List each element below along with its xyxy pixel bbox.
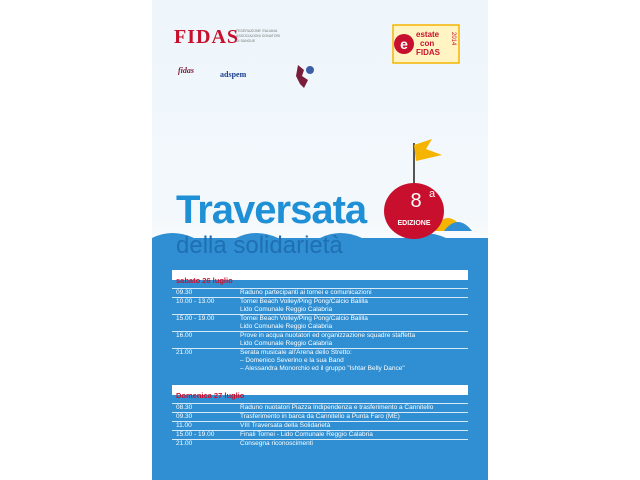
event-description: Serata musicale all'Arena dello Stretto: – Domenico Severino e la sua Band – Alessandra Monorchio ed il gruppo "Ishtar Belly Dance" <box>240 349 405 372</box>
event-time: 08.30 <box>176 404 193 411</box>
schedule-row <box>172 422 468 430</box>
event-time: 11.00 <box>176 422 192 429</box>
event-description: Trasferimento in barca da Cannitello a Punta Faro (ME) <box>240 413 400 420</box>
schedule-row <box>172 315 468 331</box>
badge-line1: estate <box>416 30 440 39</box>
event-time: 21.00 <box>176 440 193 447</box>
schedule-row <box>172 332 468 348</box>
buoy-flag-illustration <box>374 135 474 245</box>
event-time: 16.00 <box>176 332 193 339</box>
badge-line3: FIDAS <box>416 48 440 57</box>
schedule-row <box>172 289 468 297</box>
schedule-row <box>172 404 468 412</box>
event-description: Consegna riconoscimenti <box>240 440 313 447</box>
event-description: Tornei Beach Volley/Ping Pong/Calcio Balilla Lido Comunale Reggio Calabria <box>240 298 368 313</box>
event-time: 21.00 <box>176 349 193 356</box>
calabria-map-icon <box>284 62 324 92</box>
day-header <box>172 385 468 400</box>
adspem-logo: adspem <box>220 70 247 79</box>
day-label: sabato 26 luglio <box>176 276 233 285</box>
fidas-logo: FIDAS <box>174 26 240 48</box>
schedule-row <box>172 440 468 448</box>
edition-superscript: a <box>429 188 436 200</box>
event-description: Raduno partecipanti ai tornei e comunicazioni <box>240 289 372 296</box>
day-header <box>172 270 468 285</box>
fidas-subtitle: FEDERAZIONE ITALIANA ASSOCIAZIONI DONATORI DI SANGUE <box>236 29 281 43</box>
poster-title: Traversata <box>176 188 367 232</box>
event-time: 15.00 - 19.00 <box>176 315 215 322</box>
schedule-row <box>172 349 468 373</box>
event-time: 10.00 - 13.00 <box>176 298 215 305</box>
event-description: VIII Traversata della Solidarietà <box>240 422 331 429</box>
event-poster <box>152 0 488 480</box>
event-time: 15.00 - 19.00 <box>176 431 215 438</box>
estate-con-fidas-badge <box>392 24 460 64</box>
event-description: Finali Tornei - Lido Comunale Reggio Calabria <box>240 431 373 438</box>
badge-line2: con <box>420 39 435 48</box>
schedule-row <box>172 413 468 421</box>
event-description: Prove in acqua nuotatori ed organizzazione squadre staffetta Lido Comunale Reggio Calabria <box>240 332 416 347</box>
event-description: Raduno nuotatori Piazza Indipendenza e trasferimento a Cannitello <box>240 404 434 411</box>
badge-e-letter: e <box>400 36 408 52</box>
fidas-local-logo: fidas <box>178 66 194 75</box>
event-description: Tornei Beach Volley/Ping Pong/Calcio Balilla Lido Comunale Reggio Calabria <box>240 315 368 330</box>
badge-year: 2014 <box>450 32 456 46</box>
event-time: 09.30 <box>176 413 193 420</box>
poster-subtitle: della solidarietà <box>176 232 343 259</box>
schedule-row <box>172 298 468 314</box>
day-label: Domenica 27 luglio <box>176 391 245 400</box>
schedule-row <box>172 431 468 439</box>
event-time: 09.30 <box>176 289 193 296</box>
edition-number: 8 <box>410 190 422 212</box>
edition-word: EDIZIONE <box>397 220 431 227</box>
